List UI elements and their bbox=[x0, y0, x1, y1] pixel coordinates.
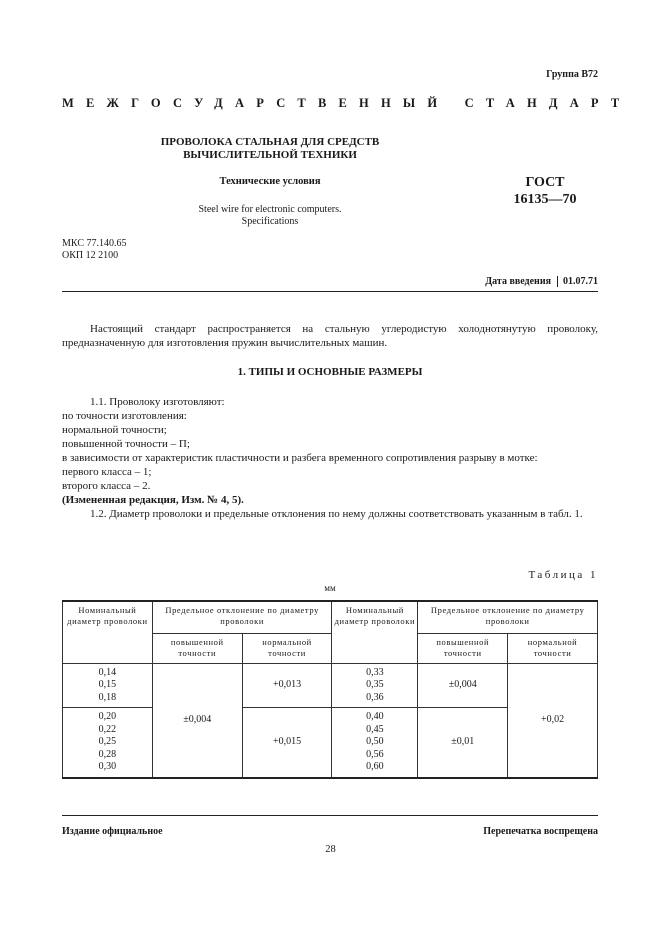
okp-code: ОКП 12 2100 bbox=[62, 250, 119, 261]
date-label: Дата введения bbox=[485, 276, 551, 287]
footer-right: Перепечатка воспрещена bbox=[483, 826, 598, 837]
clause-text: второго класса – 2. bbox=[62, 480, 151, 492]
gost-number: 16135—70 bbox=[513, 192, 577, 207]
clause-text: в зависимости от характеристик пластичности и разбега временного сопротивления разрыву в мотке: bbox=[62, 452, 538, 464]
subtitle: Технические условия bbox=[219, 176, 321, 187]
table-cell: 0,20 0,22 0,25 0,28 0,30 bbox=[63, 708, 153, 778]
header-deviation-left: Предельное отклонение по диаметру проволоки bbox=[152, 601, 332, 633]
page-number: 28 bbox=[325, 844, 336, 855]
clause-1-2: 1.2. Диаметр проволоки и предельные отклонения по нему должны соответствовать указанным в табл. 1. bbox=[90, 508, 583, 520]
standard-type: МЕЖГОСУДАРСТВЕННЫЙ СТАНДАРТ bbox=[62, 96, 632, 110]
classification-codes bbox=[62, 238, 126, 262]
gost-label: ГОСТ bbox=[525, 175, 565, 190]
table-caption: Таблица 1 bbox=[528, 569, 598, 581]
table-cell: 0,14 0,15 0,18 bbox=[63, 663, 153, 708]
table-cell: 0,40 0,45 0,50 0,56 0,60 bbox=[332, 708, 418, 778]
clause-text: повышенной точности – П; bbox=[62, 438, 190, 450]
section-heading: 1. ТИПЫ И ОСНОВНЫЕ РАЗМЕРЫ bbox=[237, 366, 423, 378]
table-cell: 0,33 0,35 0,36 bbox=[332, 663, 418, 708]
data-table bbox=[62, 600, 598, 779]
title-line-2: ВЫЧИСЛИТЕЛЬНОЙ ТЕХНИКИ bbox=[183, 149, 357, 161]
clause-text: нормальной точности; bbox=[62, 424, 167, 436]
clause-text: первого класса – 1; bbox=[62, 466, 152, 478]
table-cell: +0,02 bbox=[508, 663, 598, 778]
mks-code: МКС 77.140.65 bbox=[62, 238, 127, 249]
english-title bbox=[120, 204, 420, 228]
footer-left: Издание официальное bbox=[62, 826, 163, 837]
header-nominal-left: Номинальный диаметр проволоки bbox=[63, 601, 153, 663]
table-cell: +0,013 bbox=[242, 663, 332, 708]
header-normal-left: нормальной точности bbox=[242, 633, 332, 663]
header-increased-left: повышенной точности bbox=[152, 633, 242, 663]
footer-divider bbox=[62, 815, 598, 816]
table-cell: ±0,004 bbox=[418, 663, 508, 708]
section-body bbox=[62, 395, 598, 521]
header-deviation-right: Предельное отклонение по диаметру проволоки bbox=[418, 601, 598, 633]
document-title bbox=[120, 136, 420, 162]
group-label: Группа В72 bbox=[546, 69, 598, 80]
introduction-date bbox=[485, 276, 598, 287]
english-line-1: Steel wire for electronic computers. bbox=[198, 204, 342, 215]
table-cell: +0,015 bbox=[242, 708, 332, 778]
english-line-2: Specifications bbox=[241, 216, 299, 227]
header-normal-right: нормальной точности bbox=[508, 633, 598, 663]
table-cell: ±0,004 bbox=[152, 663, 242, 778]
title-line-1: ПРОВОЛОКА СТАЛЬНАЯ ДЛЯ СРЕДСТВ bbox=[160, 136, 380, 148]
table-unit: мм bbox=[324, 583, 336, 593]
clause-text: по точности изготовления: bbox=[62, 410, 187, 422]
table-cell: ±0,01 bbox=[418, 708, 508, 778]
intro-paragraph: Настоящий стандарт распространяется на стальную углеродистую холоднотянутую проволоку, предназначенную для изготовления пружин вычислительных машин. bbox=[62, 323, 598, 349]
header-nominal-right: Номинальный диаметр проволоки bbox=[332, 601, 418, 663]
divider bbox=[62, 291, 598, 292]
amendment-note: (Измененная редакция, Изм. № 4, 5). bbox=[62, 494, 244, 506]
header-increased-right: повышенной точности bbox=[418, 633, 508, 663]
date-value: 01.07.71 bbox=[557, 276, 598, 287]
gost-block bbox=[490, 174, 600, 208]
clause-1-1: 1.1. Проволоку изготовляют: bbox=[90, 396, 225, 408]
